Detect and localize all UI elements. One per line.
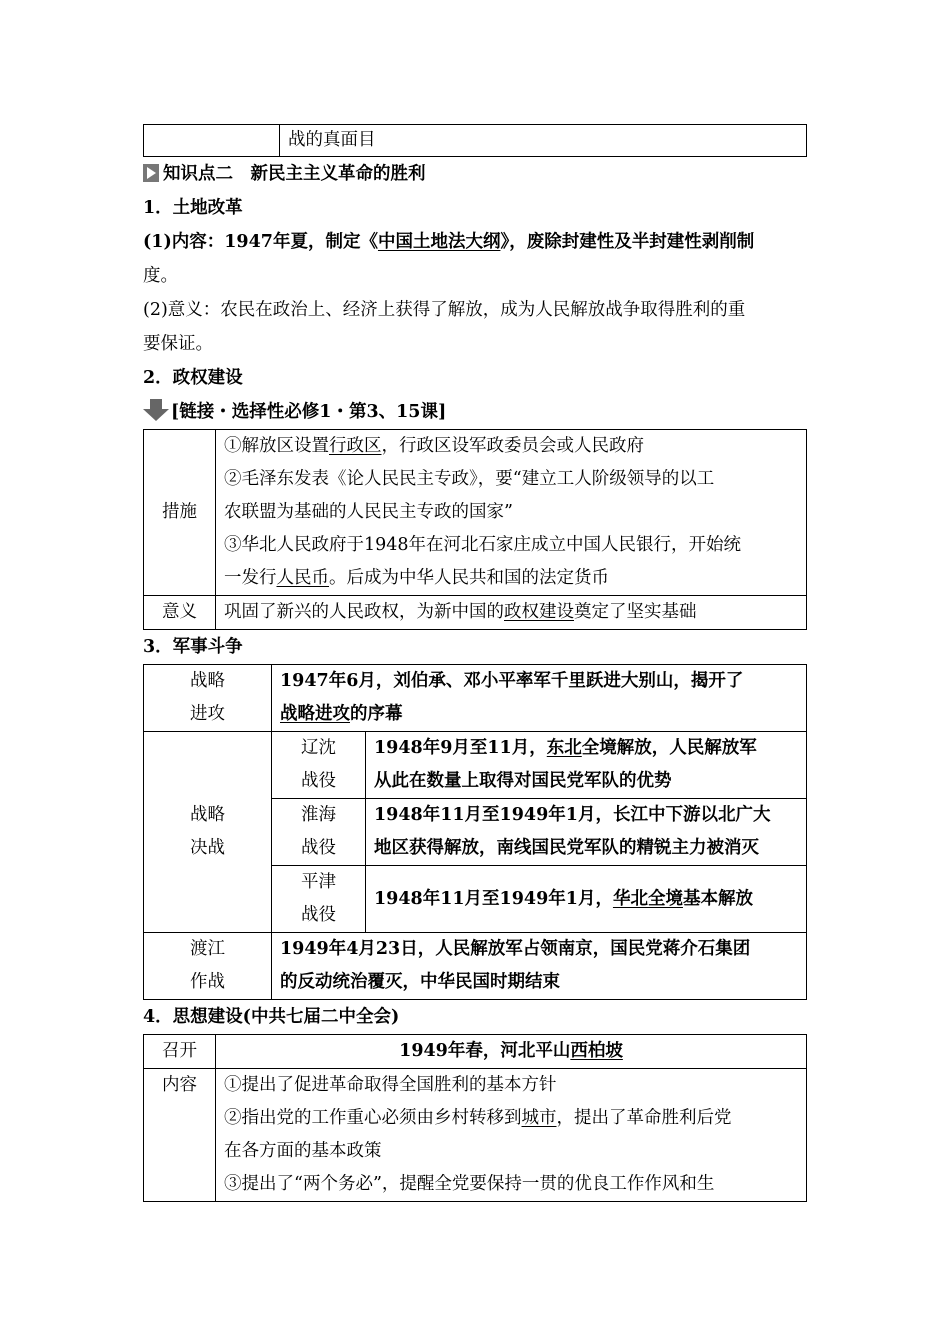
document-page <box>143 124 807 1202</box>
measures-label: 措施 <box>144 430 216 596</box>
military-table <box>143 664 807 1000</box>
pingjin-label: 平津 战役 <box>272 866 366 933</box>
empty-cell <box>144 125 280 157</box>
offense-cell: 1947年6月，刘伯承、邓小平率军千里跃进大别山，揭开了 战略进攻的序幕 <box>272 665 807 732</box>
held-label: 召开 <box>144 1035 216 1069</box>
down-arrow-icon <box>143 399 169 421</box>
land-reform-content: (1)内容：1947年夏，制定《中国土地法大纲》，废除封建性及半封建性剥削制 <box>143 232 755 252</box>
crossing-cell: 1949年4月23日，人民解放军占领南京，国民党蒋介石集团 的反动统治覆灭，中华民国时期结束 <box>272 933 807 1000</box>
huaihai-cell: 1948年11月至1949年1月，长江中下游以北广大 地区获得解放，南线国民党军队的精锐主力被消灭 <box>366 799 807 866</box>
regime-table <box>143 429 807 630</box>
measures-cell: ①解放区设置行政区，行政区设军政委员会或人民政府 ②毛泽东发表《论人民民主专政》，要“建立工人阶级领导的以工 农联盟为基础的人民民主专政的国家” ③华北人民政府于1948年在河北石家庄成立中国人民银行，开始统 一发行人民币。后成为中华人民共和国的法定货币 <box>216 430 807 596</box>
link-note-text: [链接・选择性必修1・第3、15课] <box>171 402 447 422</box>
pingjin-cell: 1948年11月至1949年1月，华北全境基本解放 <box>366 866 807 933</box>
land-reform-heading: 1．土地改革 <box>143 198 243 218</box>
continuation-table <box>143 124 807 157</box>
play-marker-icon <box>143 164 159 182</box>
military-heading: 3．军事斗争 <box>143 637 243 657</box>
land-law-name: 中国土地法大纲 <box>377 232 501 252</box>
land-reform-content-tail: 度。 <box>143 266 178 286</box>
meaning-cell: 巩固了新兴的人民政权，为新中国的政权建设奠定了坚实基础 <box>216 596 807 630</box>
land-reform-meaning: (2)意义：农民在政治上、经济上获得了解放，成为人民解放战争取得胜利的重 <box>143 300 746 320</box>
content-cell: ①提出了促进革命取得全国胜利的基本方针 ②指出党的工作重心必须由乡村转移到城市，提出了革命胜利后党 在各方面的基本政策 ③提出了“两个务必”，提醒全党要保持一贯的优良工作作风和生 <box>216 1069 807 1202</box>
decisive-label: 战略 决战 <box>144 732 272 933</box>
ideology-heading: 4．思想建设(中共七届二中全会) <box>143 1007 400 1027</box>
continuation-cell: 战的真面目 <box>280 125 807 157</box>
section-title <box>143 157 807 191</box>
liaoshen-cell: 1948年9月至11月，东北全境解放，人民解放军 从此在数量上取得对国民党军队的优势 <box>366 732 807 799</box>
meaning-label: 意义 <box>144 596 216 630</box>
crossing-label: 渡江 作战 <box>144 933 272 1000</box>
regime-heading: 2．政权建设 <box>143 368 243 388</box>
huaihai-label: 淮海 战役 <box>272 799 366 866</box>
offense-label: 战略 进攻 <box>144 665 272 732</box>
land-reform-meaning-tail: 要保证。 <box>143 334 213 354</box>
held-cell: 1949年春，河北平山西柏坡 <box>216 1035 807 1069</box>
liaoshen-label: 辽沈 战役 <box>272 732 366 799</box>
link-note <box>143 395 807 429</box>
content-label: 内容 <box>144 1069 216 1202</box>
ideology-table <box>143 1034 807 1202</box>
section-title-text: 知识点二 新民主主义革命的胜利 <box>163 164 426 184</box>
